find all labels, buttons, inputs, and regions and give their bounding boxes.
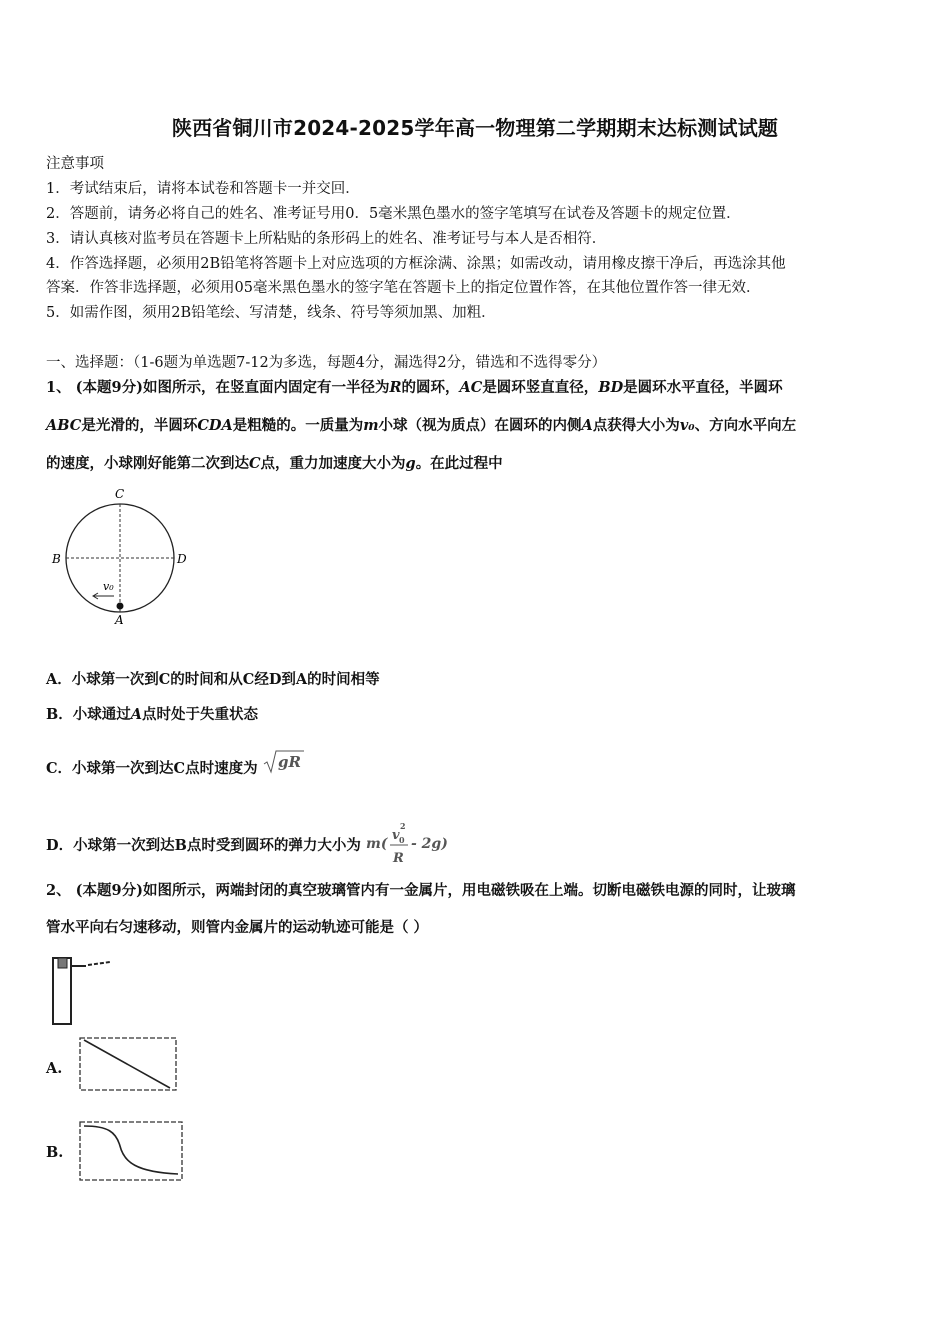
q1-option-b: B．小球通过A点时处于失重状态 xyxy=(46,706,259,723)
expr-superscript: 2 xyxy=(399,821,406,831)
fraction-expression xyxy=(366,820,458,872)
sqrt-expression xyxy=(263,749,305,775)
q2-option-a-label: A. xyxy=(46,1060,63,1077)
notice-item: 答案．作答非选择题，必须用05毫米黑色墨水的签字笔在答题卡上的指定位置作答，在其他位置作答一律无效． xyxy=(46,280,761,296)
trajectory-curve xyxy=(84,1126,178,1174)
expr-subscript: 0 xyxy=(398,835,405,845)
expr-tail: - 2g) xyxy=(410,836,448,852)
q2-option-b-label: B. xyxy=(46,1144,64,1161)
q1-line-1: 1、 (本题9分)如图所示，在竖直面内固定有一半径为R的圆环，AC是圆环竖直直径，BD是圆环水平直径，半圆环 xyxy=(46,379,783,396)
label-c: C xyxy=(115,487,125,501)
q1-line-2: ABC是光滑的，半圆环CDA是粗糙的。一质量为m小球（视为质点）在圆环的内侧A点获得大小为v₀、方向水平向左 xyxy=(46,417,797,434)
q1-option-d: D．小球第一次到达B点时受到圆环的弹力大小为 m( v 0 2 R - 2g) xyxy=(46,820,458,872)
label-b: B xyxy=(52,552,61,566)
q2-option-b-figure xyxy=(78,1120,184,1182)
expr-numerator: v xyxy=(391,828,400,843)
label-a: A xyxy=(115,613,124,627)
expr-m: m( xyxy=(365,836,388,852)
expr-denominator: R xyxy=(392,851,404,866)
q2-line-1: 2、 (本题9分)如图所示，两端封闭的真空玻璃管内有一金属片，用电磁铁吸在上端。切断电磁铁电源的同时，让玻璃 xyxy=(46,882,796,899)
q2-line-2: 管水平向右匀速移动，则管内金属片的运动轨迹可能是（ ） xyxy=(46,919,429,936)
notice-item: 2．答题前，请务必将自己的姓名、准考证号用0．5毫米黑色墨水的签字笔填写在试卷及答题卡的规定位置． xyxy=(46,206,741,222)
metal-sheet xyxy=(58,958,67,968)
q1-option-c: C．小球第一次到达C点时速度为 gR xyxy=(46,749,305,778)
q1-option-a: A．小球第一次到C的时间和从C经D到A的时间相等 xyxy=(46,671,380,688)
notice-item: 1．考试结束后，请将本试卷和答题卡一并交回． xyxy=(46,181,360,197)
q2-option-a-figure xyxy=(78,1036,178,1092)
trajectory-line xyxy=(84,1040,170,1088)
ball xyxy=(117,603,124,610)
notice-heading: 注意事项 xyxy=(46,156,104,172)
section-heading: 一、选择题：（1-6题为单选题7-12为多选，每题4分，漏选得2分，错选和不选得零分） xyxy=(46,355,607,371)
tube-outline xyxy=(80,1122,182,1180)
notice-item: 4．作答选择题，必须用2B铅笔将答题卡上对应选项的方框涂满、涂黑；如需改动，请用橡皮擦干净后，再选涂其他 xyxy=(46,256,786,272)
q1-line-3: 的速度，小球刚好能第二次到达C点，重力加速度大小为g。在此过程中 xyxy=(46,455,503,472)
sqrt-content: gR xyxy=(277,753,301,771)
page-title: 陕西省铜川市2024-2025学年高一物理第二学期期末达标测试试题 xyxy=(171,116,779,140)
label-d: D xyxy=(177,552,187,566)
q1-circle-figure xyxy=(48,484,198,629)
label-v0: v₀ xyxy=(103,580,114,593)
motion-arrow xyxy=(88,962,110,965)
notice-item: 3．请认真核对监考员在答题卡上所粘贴的条形码上的姓名、准考证号与本人是否相符． xyxy=(46,231,607,247)
notice-item: 5．如需作图，须用2B铅笔绘、写清楚，线条、符号等须加黑、加粗． xyxy=(46,305,496,321)
q2-tube-figure xyxy=(48,952,118,1027)
